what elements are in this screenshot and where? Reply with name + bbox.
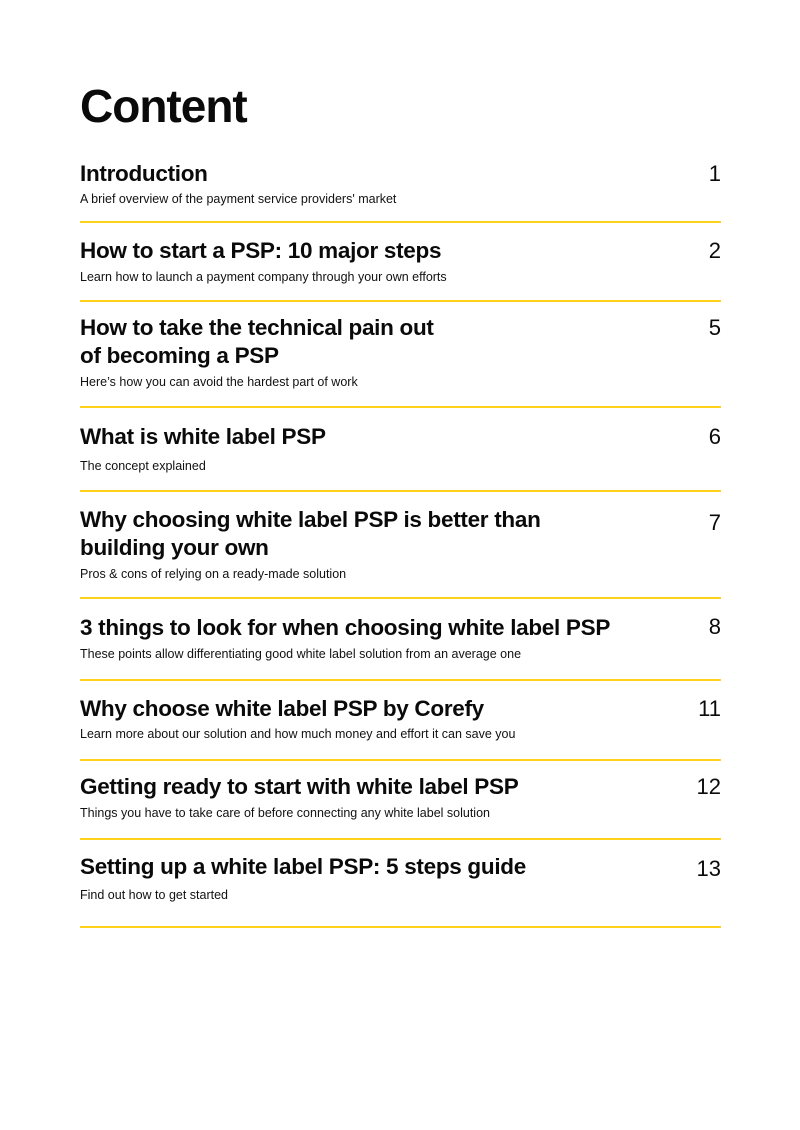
toc-entry-page-number: 11: [698, 696, 721, 721]
toc-entry-title: Getting ready to start with white label PSP: [80, 774, 519, 799]
toc-entry-page-number: 13: [696, 856, 721, 881]
toc-entry-description: Here’s how you can avoid the hardest part of work: [80, 375, 358, 389]
toc-entry-description: Things you have to take care of before connecting any white label solution: [80, 806, 490, 820]
divider: [80, 838, 721, 840]
divider: [80, 759, 721, 761]
toc-entry-description: Find out how to get started: [80, 888, 229, 902]
toc-entry-page-number: 5: [708, 315, 721, 340]
page-title: Content: [80, 80, 247, 132]
toc-entry-description: A brief overview of the payment service providers' market: [80, 192, 397, 206]
divider: [80, 926, 721, 928]
toc-entry-title: How to take the technical pain out of becoming a PSP: [80, 315, 434, 368]
toc-entry-description: Learn how to launch a payment company through your own efforts: [80, 270, 447, 284]
toc-entry-description: Learn more about our solution and how much money and effort it can save you: [80, 727, 516, 741]
divider: [80, 679, 721, 681]
toc-entry-title: How to start a PSP: 10 major steps: [80, 238, 442, 263]
divider: [80, 597, 721, 599]
divider: [80, 300, 721, 302]
toc-entry-description: The concept explained: [80, 459, 206, 473]
toc-entry-page-number: 6: [708, 424, 721, 449]
toc-entry-title: Why choosing white label PSP is better than building your own: [80, 507, 541, 560]
toc-entry-title: 3 things to look for when choosing white label PSP: [80, 615, 611, 640]
table-of-contents: [80, 0, 721, 1130]
toc-entry-title: Introduction: [80, 161, 208, 186]
toc-entry-page-number: 1: [708, 161, 721, 186]
toc-entry-page-number: 2: [708, 238, 721, 263]
toc-entry-title: What is white label PSP: [80, 424, 326, 449]
toc-entry-page-number: 7: [708, 510, 721, 535]
toc-entry-description: Pros & cons of relying on a ready-made solution: [80, 567, 347, 581]
divider: [80, 406, 721, 408]
toc-entry-description: These points allow differentiating good white label solution from an average one: [80, 647, 522, 661]
toc-entry-page-number: 8: [708, 614, 721, 639]
divider: [80, 490, 721, 492]
divider: [80, 221, 721, 223]
toc-entry-page-number: 12: [696, 774, 721, 799]
toc-entry-title: Why choose white label PSP by Corefy: [80, 696, 484, 721]
toc-entry-title: Setting up a white label PSP: 5 steps guide: [80, 854, 526, 879]
